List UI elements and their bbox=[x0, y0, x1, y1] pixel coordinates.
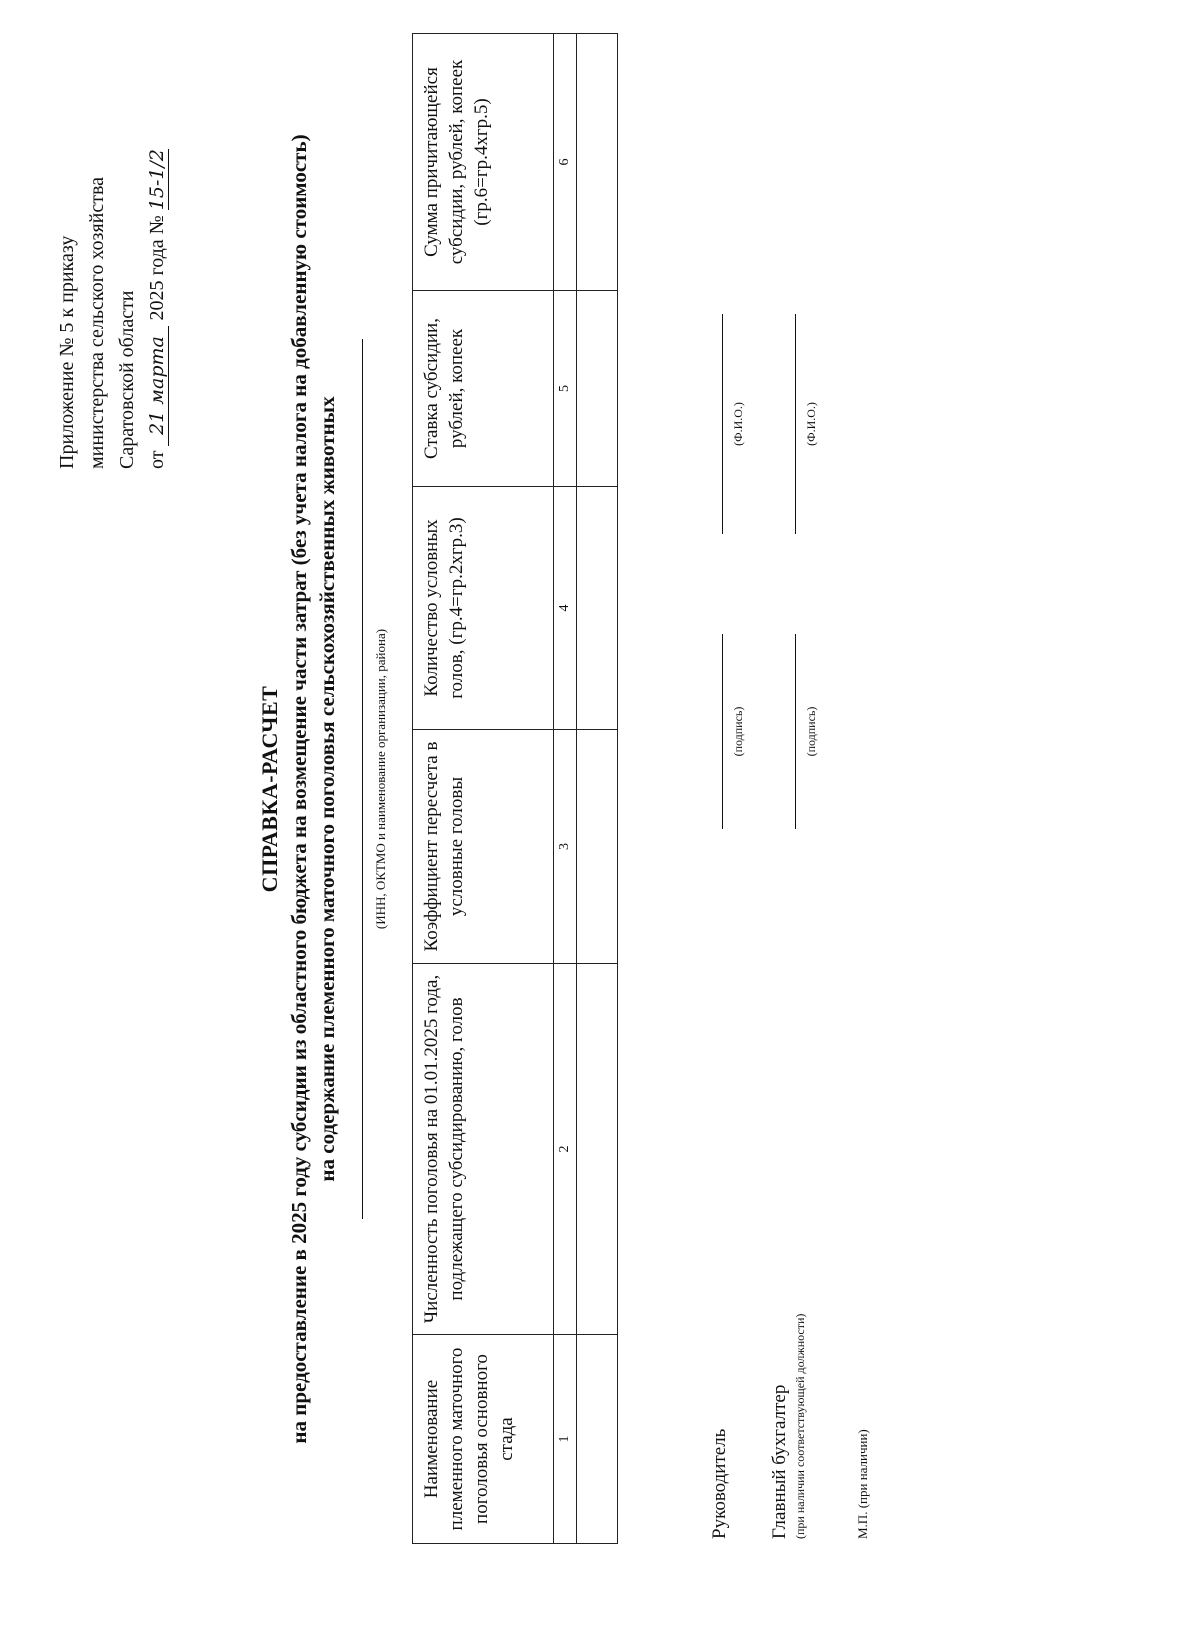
annex-line-2: министерства сельского хозяйства bbox=[86, 176, 108, 469]
table-header-row bbox=[413, 34, 554, 1544]
document-subtitle-line-1: на предоставление в 2025 году субсидии из областного бюджета на возмещение части затрат (без учета налога на добавленную стоимость) bbox=[287, 134, 311, 1444]
column-number: 1 bbox=[554, 1335, 577, 1544]
calculation-table bbox=[412, 34, 618, 1544]
header-cell: Сумма причитающейся субсидии, рублей, копеек (гр.6=гр.4хгр.5) bbox=[413, 34, 554, 291]
table-cell[interactable] bbox=[577, 291, 618, 487]
table-cell[interactable] bbox=[577, 964, 618, 1335]
from-label: от bbox=[146, 450, 168, 469]
column-number: 4 bbox=[554, 487, 577, 730]
column-number: 6 bbox=[554, 34, 577, 291]
header-cell: Ставка субсидии, рублей, копеек bbox=[413, 291, 554, 487]
table-cell[interactable] bbox=[577, 1335, 618, 1544]
handwritten-order-number: 15-1/2 bbox=[146, 149, 168, 211]
accountant-name-line[interactable] bbox=[795, 314, 796, 534]
head-signature-caption: (подпись) bbox=[731, 706, 745, 757]
handwritten-date: 21 марта bbox=[146, 326, 169, 446]
stamp-placeholder: М.П. (при наличии) bbox=[855, 1429, 870, 1539]
table-cell[interactable] bbox=[577, 487, 618, 730]
column-number-row bbox=[554, 34, 577, 1544]
accountant-name-caption: (Ф.И.О.) bbox=[804, 402, 818, 446]
column-number: 3 bbox=[554, 730, 577, 964]
table-row bbox=[577, 34, 618, 1544]
header-cell: Количество условных голов, (гр.4=гр.2хгр.3) bbox=[413, 487, 554, 730]
organization-field bbox=[362, 339, 391, 1219]
document-title: СПРАВКА-РАСЧЕТ bbox=[257, 685, 282, 893]
table-cell[interactable] bbox=[577, 34, 618, 291]
annex-line-3: Саратовской области bbox=[116, 290, 138, 469]
head-name-line[interactable] bbox=[722, 314, 723, 534]
organization-line bbox=[362, 339, 363, 1219]
column-number: 5 bbox=[554, 291, 577, 487]
accountant-signature-caption: (подпись) bbox=[804, 706, 818, 757]
year-text: 2025 года № bbox=[146, 215, 168, 321]
head-role-label: Руководитель bbox=[709, 1428, 730, 1539]
accountant-role-label: Главный бухгалтер bbox=[769, 1384, 790, 1539]
header-cell: Наименование племенного маточного поголовья основного стада bbox=[413, 1335, 554, 1544]
column-number: 2 bbox=[554, 964, 577, 1335]
title-block bbox=[255, 69, 341, 1509]
annex-line-1: Приложение № 5 к приказу bbox=[56, 235, 78, 469]
table-cell[interactable] bbox=[577, 730, 618, 964]
annex-date-line bbox=[142, 29, 172, 469]
document-subtitle-line-2: на содержание племенного маточного поголовья сельскохозяйственных животных bbox=[315, 396, 339, 1182]
header-cell: Численность поголовья на 01.01.2025 года, подлежащего субсидированию, голов bbox=[413, 964, 554, 1335]
accountant-role-note: (при наличии соответствующей должности) bbox=[793, 1313, 807, 1539]
organization-caption: (ИНН, ОКТМО и наименование организации, района) bbox=[373, 628, 388, 930]
head-signature-line[interactable] bbox=[722, 634, 723, 829]
accountant-signature-line[interactable] bbox=[795, 634, 796, 829]
head-name-caption: (Ф.И.О.) bbox=[731, 402, 745, 446]
annex-block bbox=[52, 29, 172, 469]
header-cell: Коэффициент пересчета в условные головы bbox=[413, 730, 554, 964]
